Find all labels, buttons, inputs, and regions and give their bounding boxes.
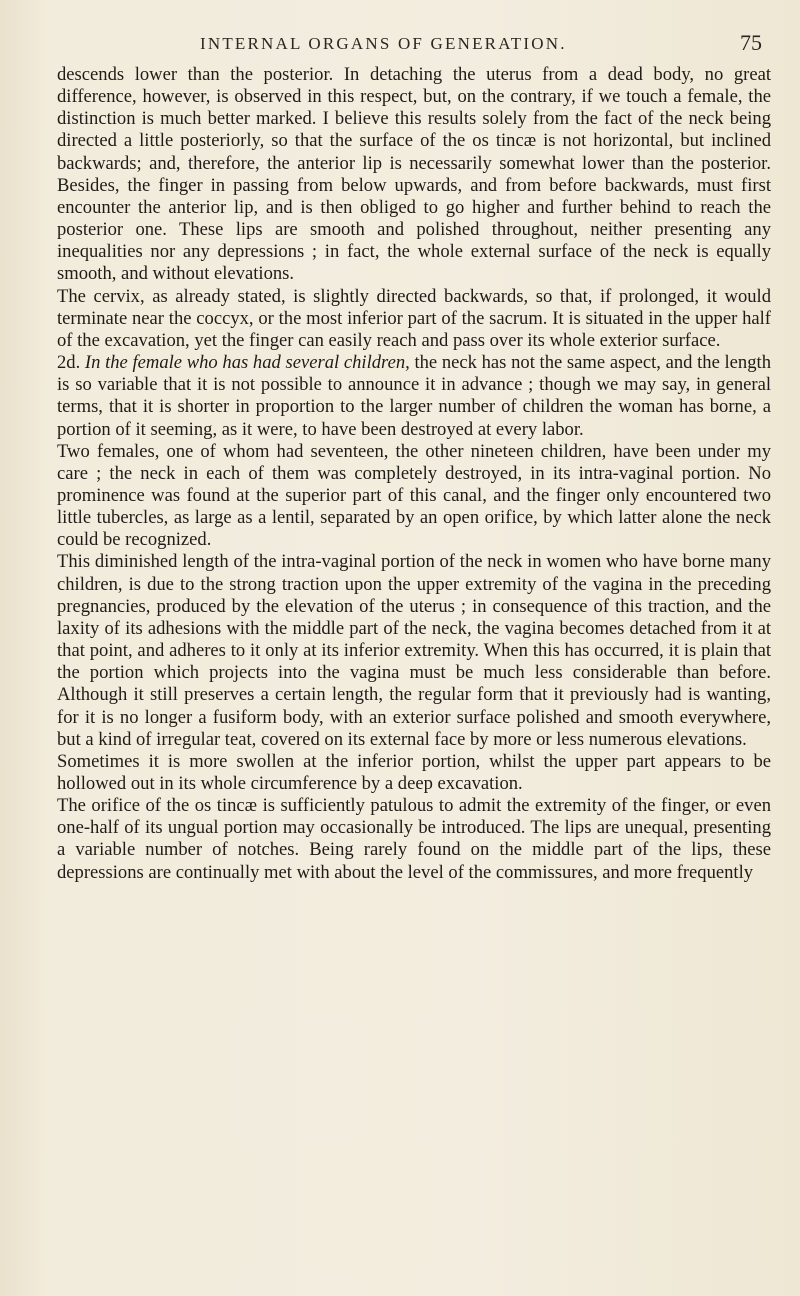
paragraph-3-lead: 2d.	[57, 352, 85, 374]
body-text	[57, 64, 771, 884]
paragraph-3	[57, 352, 771, 441]
paragraph-7: The orifice of the os tincæ is sufficiently patulous to admit the extremity of the finger, or even one-half of its ungual portion may occasionally be introduced. The lips are unequal, presenting a variable number of notches. Being rarely found on the middle part of the lips, these depressions are continually met with about the level of the commissures, and more frequently	[57, 795, 771, 883]
paragraph-3-italic-heading: In the female who has had several children,	[84, 352, 410, 374]
paragraph-6: Sometimes it is more swollen at the inferior portion, whilst the upper part appears to be hollowed out in its whole circumference by a deep excavation.	[57, 750, 771, 794]
paragraph-2: The cervix, as already stated, is slightly directed backwards, so that, if prolonged, it would terminate near the coccyx, or the most inferior part of the sacrum. It is situated in the upper half of the excavation, yet the finger can easily reach and pass over its whole exterior surface.	[57, 285, 771, 351]
page-header	[0, 28, 800, 58]
running-title: INTERNAL ORGANS OF GENERATION.	[200, 34, 567, 53]
paragraph-1: descends lower than the posterior. In detaching the uterus from a dead body, no great difference, however, is observed in this respect, but, on the contrary, if we touch a female, the distinction is much better marked. I believe this results solely from the fact of the neck being directed a little posteriorly, so that the surface of the os tincæ is not horizontal, but inclined backwards; and, therefore, the anterior lip is necessarily somewhat lower than the posterior. Besides, the finger in passing from below upwards, and from before backwards, must first encounter the anterior lip, and is then obliged to go higher and further behind to reach the posterior one. These lips are smooth and polished throughout, neither presenting any inequalities nor any depressions ; in fact, the whole external surface of the neck is equally smooth, and without elevations.	[57, 64, 771, 285]
paragraph-5: This diminished length of the intra-vaginal portion of the neck in women who have borne many children, is due to the strong traction upon the upper extremity of the vagina in the preceding pregnancies, produced by the elevation of the uterus ; in consequence of this traction, and the laxity of its adhesions with the middle part of the neck, the vagina becomes detached from it at that point, and adheres to it only at its inferior extremity. When this has occurred, it is plain that the portion which projects into the vagina must be much less considerable than before. Although it still preserves a certain length, the regular form that it previously had is wanting, for it is no longer a fusiform body, with an exterior surface polished and smooth everywhere, but a kind of irregular teat, covered on its external face by more or less numerous elevations.	[57, 551, 771, 750]
paragraph-4: Two females, one of whom had seventeen, the other nineteen children, have been under my care ; the neck in each of them was completely destroyed, in its intra-vaginal portion. No prominence was found at the superior part of this canal, and the finger only encountered two little tubercles, as large as a lentil, separated by an open orifice, by which latter alone the neck could be recognized.	[57, 440, 771, 551]
page-number: 75	[740, 30, 762, 55]
paragraph-3-text: the neck has not the same aspect, and the length is so variable that it is not possible to announce it in advance ; though we may say, in general terms, that it is shorter in proportion to the larger number of children the woman has borne, a portion of it seeming, as it were, to have been destroyed at every labor.	[57, 352, 771, 440]
